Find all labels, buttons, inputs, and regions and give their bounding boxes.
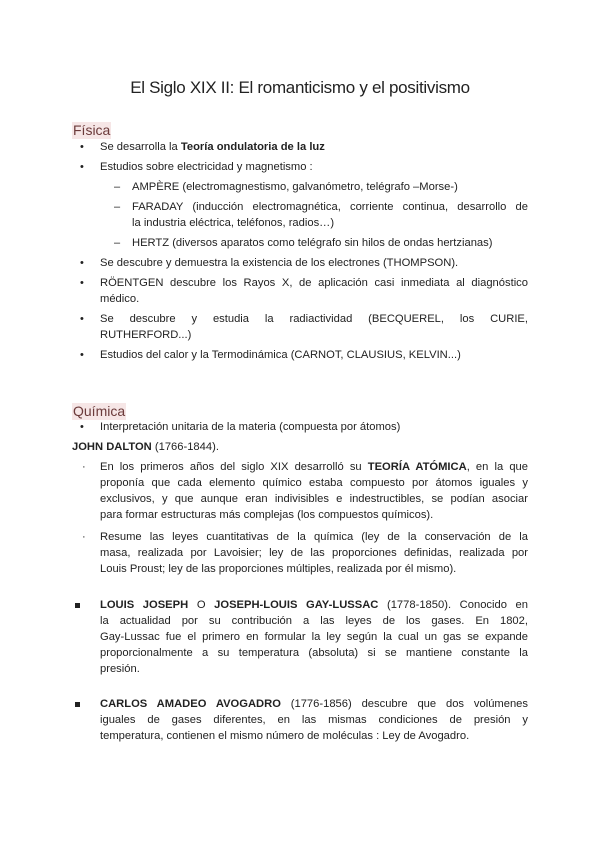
dalton-item-2-line-2: masa, realizada por Lavoisier; ley de las proporciones definidas, realizada por bbox=[100, 547, 528, 559]
bullet-icon: • bbox=[80, 161, 84, 173]
fisica-subitem-1: AMPÈRE (electromagnestismo, galvanómetro, telégrafo –Morse-) bbox=[132, 181, 458, 193]
fisica-item-5-line-1: Se descubre y estudia la radiactividad (BECQUEREL, los CURIE, bbox=[100, 313, 528, 325]
page-title: El Siglo XIX II: El romanticismo y el positivismo bbox=[130, 78, 470, 97]
dash-icon: – bbox=[114, 201, 121, 213]
dalton-item-2-line-1: Resume las leyes cuantitativas de la química (ley de la conservación de la bbox=[100, 531, 528, 543]
bullet-icon: • bbox=[80, 141, 84, 153]
dalton-heading: JOHN DALTON (1766-1844). bbox=[72, 441, 219, 453]
bullet-icon: • bbox=[80, 349, 84, 361]
gay-lussac-line-2: la actualidad por su contribución a las leyes de los gases. En 1802, bbox=[100, 615, 528, 627]
fisica-item-2: Estudios sobre electricidad y magnetismo : bbox=[100, 161, 313, 173]
bullet-icon: • bbox=[80, 421, 84, 433]
avogadro-line-3: temperatura, contienen el mismo número de moléculas : Ley de Avogadro. bbox=[100, 730, 470, 742]
fisica-item-4-line-1: RÖENTGEN descubre los Rayos X, de aplicación casi inmediata al diagnóstico bbox=[100, 277, 528, 289]
dot-icon: · bbox=[82, 461, 86, 473]
section-heading-fisica: Física bbox=[73, 122, 111, 138]
fisica-item-1: Se desarrolla la Teoría ondulatoria de la luz bbox=[100, 141, 325, 153]
dalton-item-1-line-2: proponía que cada elemento químico estaba compuesto por átomos iguales y bbox=[100, 477, 528, 489]
dalton-item-1-line-3: exclusivos, y que aunque eran indivisibles e indestructibles, se podían asociar bbox=[100, 493, 528, 505]
dot-icon: · bbox=[82, 531, 86, 543]
fisica-item-6: Estudios del calor y la Termodinámica (CARNOT, CLAUSIUS, KELVIN...) bbox=[100, 349, 461, 361]
fisica-subitem-3: HERTZ (diversos aparatos como telégrafo sin hilos de ondas hertzianas) bbox=[132, 237, 493, 249]
avogadro-line-1: CARLOS AMADEO AVOGADRO (1776-1856) descubre que dos volúmenes bbox=[100, 698, 528, 710]
square-bullet-icon bbox=[75, 603, 80, 608]
gay-lussac-line-1: LOUIS JOSEPH O JOSEPH-LOUIS GAY-LUSSAC (1778-1850). Conocido en bbox=[100, 599, 528, 611]
fisica-item-4-line-2: médico. bbox=[100, 293, 140, 305]
fisica-item-3: Se descubre y demuestra la existencia de los electrones (THOMPSON). bbox=[100, 257, 459, 269]
quimica-item-1: Interpretación unitaria de la materia (compuesta por átomos) bbox=[100, 421, 401, 433]
dalton-item-1-line-4: para formar estructuras más complejas (los compuestos químicos). bbox=[100, 509, 434, 521]
bullet-icon: • bbox=[80, 277, 84, 289]
dash-icon: – bbox=[114, 237, 121, 249]
bullet-icon: • bbox=[80, 257, 84, 269]
fisica-subitem-2-line-2: la industria eléctrica, teléfonos, radios…) bbox=[132, 217, 335, 229]
bullet-icon: • bbox=[80, 313, 84, 325]
square-bullet-icon bbox=[75, 702, 80, 707]
fisica-subitem-2-line-1: FARADAY (inducción electromagnética, corriente continua, desarrollo de bbox=[132, 201, 528, 213]
avogadro-line-2: iguales de gases diferentes, en las mismas condiciones de presión y bbox=[100, 714, 528, 726]
dalton-item-1-line-1: En los primeros años del siglo XIX desarrolló su TEORÍA ATÓMICA, en la que bbox=[100, 461, 528, 473]
dalton-item-2-line-3: Louis Proust; ley de las proporciones múltiples, realizada por él mismo). bbox=[100, 563, 457, 575]
section-heading-quimica: Química bbox=[73, 403, 126, 419]
gay-lussac-line-4: proporcionalmente a su temperatura (absoluta) si se mantiene constante la bbox=[100, 647, 528, 659]
gay-lussac-line-5: presión. bbox=[100, 663, 140, 675]
gay-lussac-line-3: Gay-Lussac fue el primero en formular la ley según la cual un gas se expande bbox=[100, 631, 528, 643]
fisica-item-5-line-2: RUTHERFORD...) bbox=[100, 329, 192, 341]
dash-icon: – bbox=[114, 181, 121, 193]
